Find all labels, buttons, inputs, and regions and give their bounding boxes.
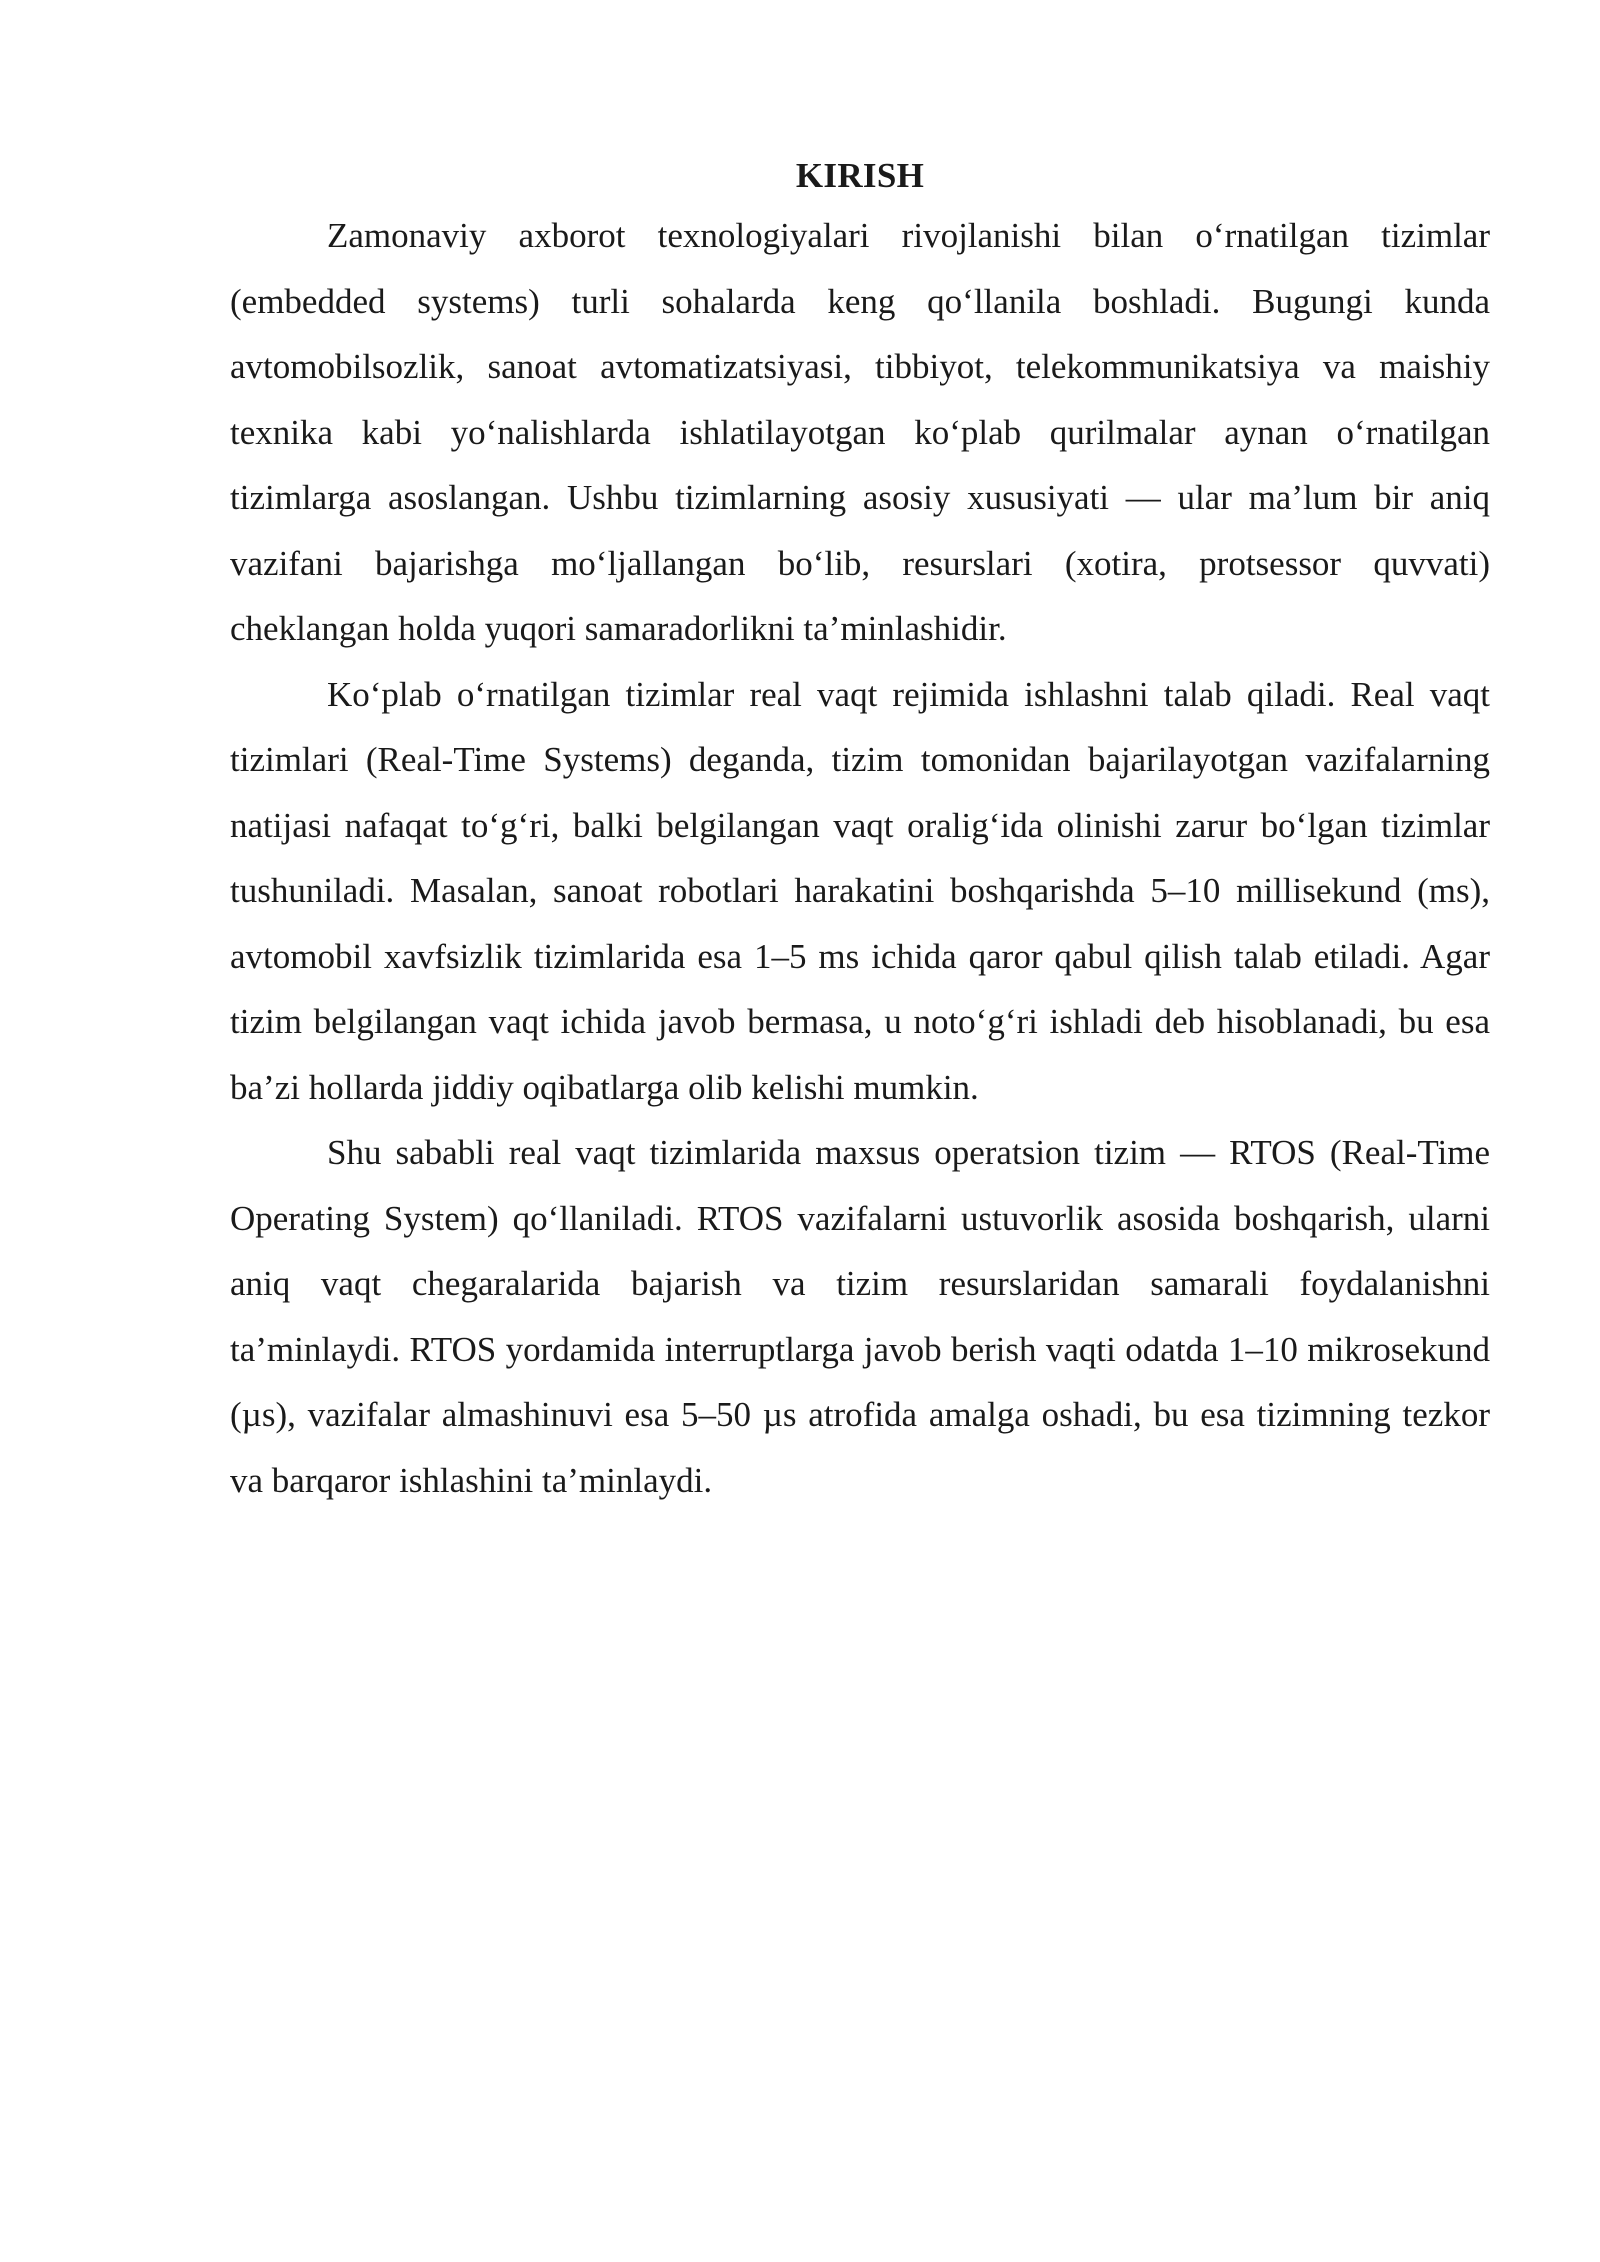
- document-body: [230, 148, 1490, 1513]
- paragraph-rtos: Shu sababli real vaqt tizimlarida maxsus operatsion tizim — RTOS (Real-Time Operating System) qo‘llaniladi. RTOS vazifalarni ustuvorlik asosida boshqarish, ularni aniq vaqt chegaralarida bajarish va tizim resurslaridan samarali foydalanishni ta’minlaydi. RTOS yordamida interruptlarga javob berish vaqti odatda 1–10 mikrosekund (µs), vazifalar almashinuvi esa 5–50 µs atrofida amalga oshadi, bu esa tizimning tezkor va barqaror ishlashini ta’minlaydi.: [230, 1133, 1490, 1500]
- paragraph-real-time-systems: Ko‘plab o‘rnatilgan tizimlar real vaqt rejimida ishlashni talab qiladi. Real vaqt tizimlari (Real-Time Systems) deganda, tizim tomonidan bajarilayotgan vazifalarning natijasi nafaqat to‘g‘ri, balki belgilangan vaqt oralig‘ida olinishi zarur bo‘lgan tizimlar tushuniladi. Masalan, sanoat robotlari harakatini boshqarishda 5–10 millisekund (ms), avtomobil xavfsizlik tizimlarida esa 1–5 ms ichida qaror qabul qilish talab etiladi. Agar tizim belgilangan vaqt ichida javob bermasa, u noto‘g‘ri ishladi deb hisoblanadi, bu esa ba’zi hollarda jiddiy oqibatlarga olib kelishi mumkin.: [230, 674, 1490, 1107]
- paragraph-intro: Zamonaviy axborot texnologiyalari rivojlanishi bilan o‘rnatilgan tizimlar (embedded systems) turli sohalarda keng qo‘llanila boshladi. Bugungi kunda avtomobilsozlik, sanoat avtomatizatsiyasi, tibbiyot, telekommunikatsiya va maishiy texnika kabi yo‘nalishlarda ishlatilayotgan ko‘plab qurilmalar aynan o‘rnatilgan tizimlarga asoslangan. Ushbu tizimlarning asosiy xususiyati — ular ma’lum bir aniq vazifani bajarishga mo‘ljallangan bo‘lib, resurslari (xotira, protsessor quvvati) cheklangan holda yuqori samaradorlikni ta’minlashidir.: [230, 216, 1490, 648]
- section-title: KIRISH: [795, 156, 925, 195]
